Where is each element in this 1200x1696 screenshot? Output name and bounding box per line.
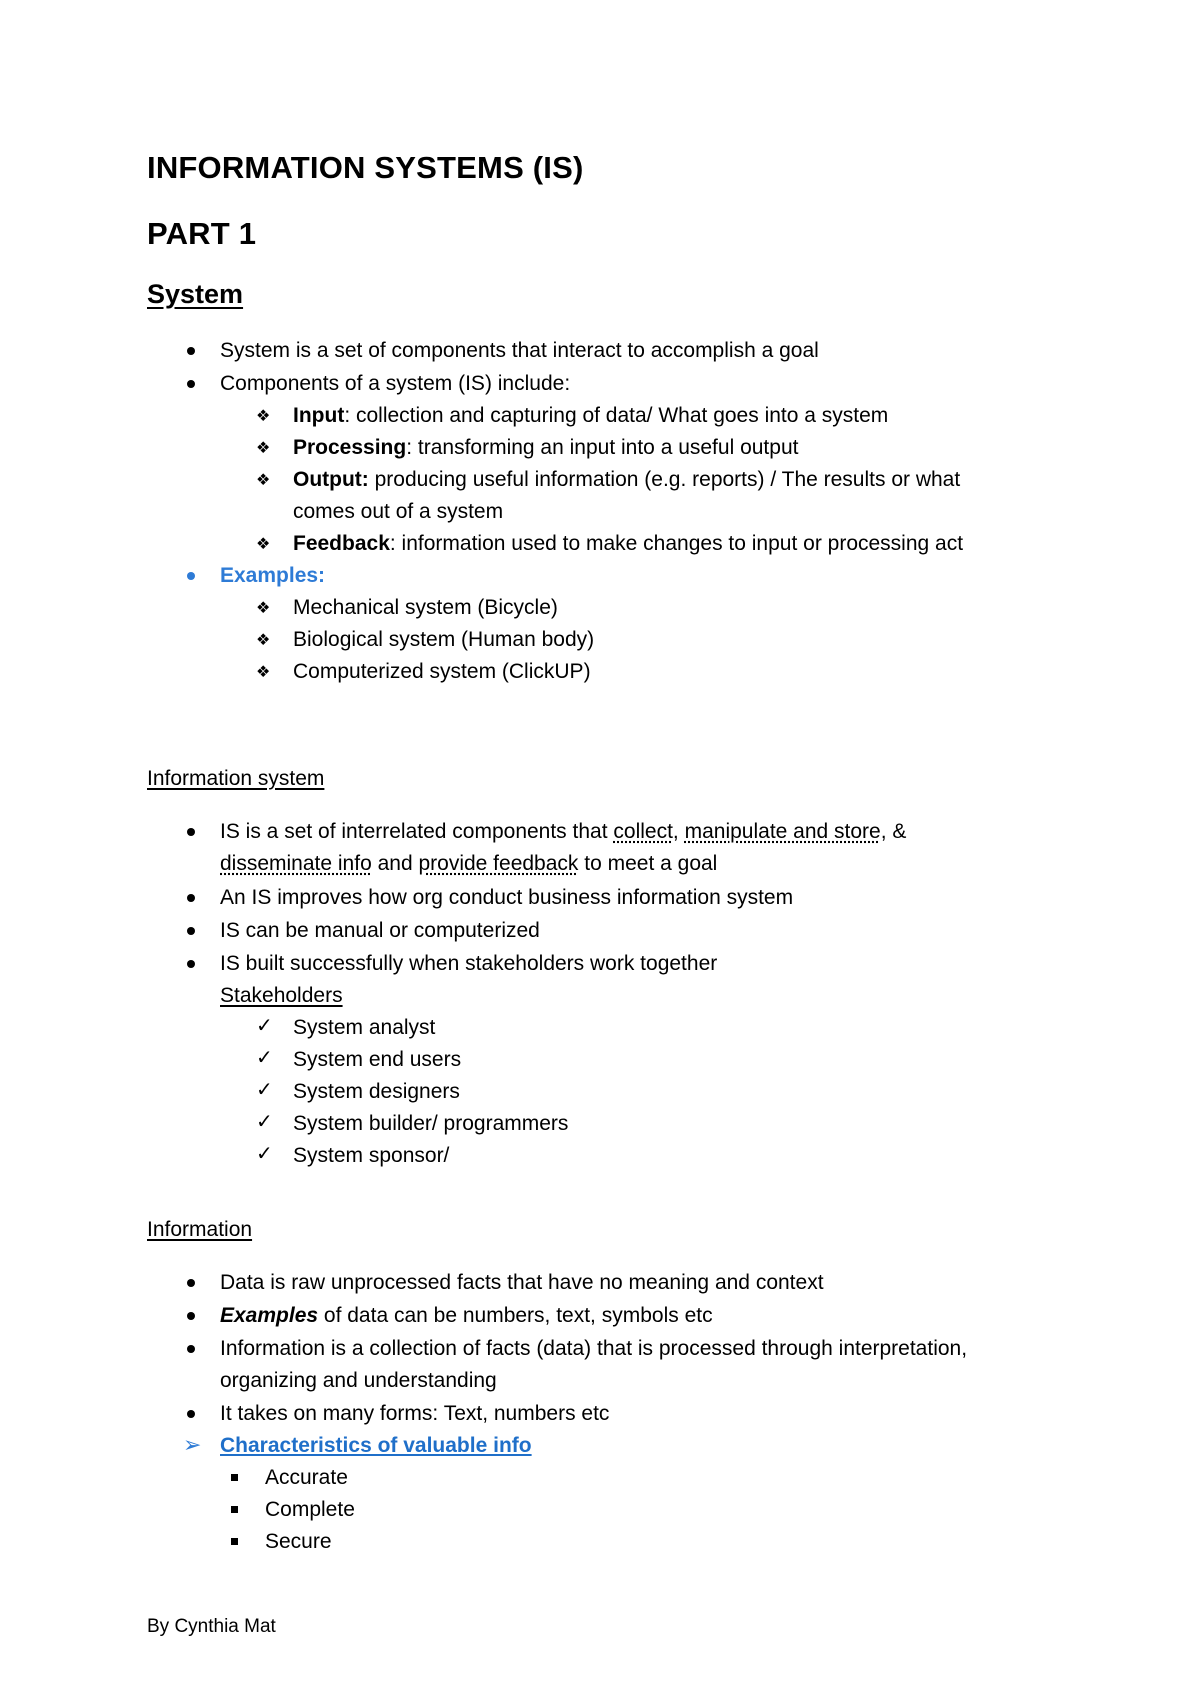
characteristic-item: Accurate <box>265 1466 348 1489</box>
check-icon: ✓ <box>256 1047 273 1069</box>
is-bullet-3: IS can be manual or computerized <box>220 919 540 942</box>
info-bullet-4: It takes on many forms: Text, numbers etc <box>220 1402 610 1425</box>
system-bullet-2: Components of a system (IS) include: <box>220 372 571 395</box>
example-item: Computerized system (ClickUP) <box>293 660 591 683</box>
component-output: Output: producing useful information (e.g. reports) / The results or what <box>293 468 961 491</box>
info-bullet-1: Data is raw unprocessed facts that have no meaning and context <box>220 1271 824 1294</box>
diamond-bullet-icon: ❖ <box>256 440 271 457</box>
characteristic-item: Secure <box>265 1530 332 1553</box>
diamond-bullet-icon: ❖ <box>256 536 271 553</box>
bullet-icon <box>187 960 195 968</box>
stakeholder-item: System end users <box>293 1048 462 1071</box>
check-icon: ✓ <box>256 1143 273 1165</box>
check-icon: ✓ <box>256 1015 273 1037</box>
check-icon: ✓ <box>256 1079 273 1101</box>
diamond-bullet-icon: ❖ <box>256 664 271 681</box>
is-bullet-2: An IS improves how org conduct business information system <box>220 886 794 909</box>
bullet-icon <box>187 894 195 902</box>
diamond-bullet-icon: ❖ <box>256 600 271 617</box>
square-bullet-icon <box>231 1538 238 1545</box>
characteristic-item: Complete <box>265 1498 355 1521</box>
bullet-icon <box>187 1345 195 1353</box>
is-bullet-4: IS built successfully when stakeholders work together <box>220 952 718 975</box>
square-bullet-icon <box>231 1506 238 1513</box>
bullet-icon <box>187 572 195 580</box>
check-icon: ✓ <box>256 1111 273 1133</box>
stakeholder-item: System designers <box>293 1080 460 1103</box>
bullet-icon <box>187 347 195 355</box>
is-bullet-1: IS is a set of interrelated components that collect, manipulate and store, & <box>220 820 907 843</box>
diamond-bullet-icon: ❖ <box>256 632 271 649</box>
is-bullet-1-cont: disseminate info and provide feedback to meet a goal <box>220 852 718 875</box>
bullet-icon <box>187 927 195 935</box>
stakeholder-item: System analyst <box>293 1016 436 1039</box>
info-bullet-3-cont: organizing and understanding <box>220 1369 497 1392</box>
stakeholder-item: System builder/ programmers <box>293 1112 569 1135</box>
bullet-icon <box>187 1279 195 1287</box>
component-input: Input: collection and capturing of data/ What goes into a system <box>293 404 889 427</box>
component-feedback: Feedback: information used to make changes to input or processing act <box>293 532 964 555</box>
stakeholders-label: Stakeholders <box>220 984 343 1007</box>
arrow-bullet-icon: ➢ <box>183 1432 202 1457</box>
bullet-icon <box>187 1312 195 1320</box>
part-heading: PART 1 <box>147 216 257 251</box>
info-bullet-3: Information is a collection of facts (data) that is processed through interpretation, <box>220 1337 968 1360</box>
document-title: INFORMATION SYSTEMS (IS) <box>147 150 584 185</box>
diamond-bullet-icon: ❖ <box>256 472 271 489</box>
information-system-heading: Information system <box>147 767 325 790</box>
characteristics-link[interactable]: Characteristics of valuable info <box>220 1434 532 1457</box>
example-item: Biological system (Human body) <box>293 628 595 651</box>
example-item: Mechanical system (Bicycle) <box>293 596 558 619</box>
information-heading: Information <box>147 1218 253 1241</box>
component-processing: Processing: transforming an input into a useful output <box>293 436 799 459</box>
bullet-icon <box>187 1410 195 1418</box>
component-output-cont: comes out of a system <box>293 500 504 523</box>
square-bullet-icon <box>231 1474 238 1481</box>
stakeholder-item: System sponsor/ <box>293 1144 450 1167</box>
bullet-icon <box>187 828 195 836</box>
info-bullet-2: Examples of data can be numbers, text, symbols etc <box>220 1304 713 1327</box>
system-bullet-1: System is a set of components that interact to accomplish a goal <box>220 339 819 362</box>
diamond-bullet-icon: ❖ <box>256 408 271 425</box>
system-heading: System <box>147 279 244 309</box>
footer-author: By Cynthia Mat <box>147 1616 276 1637</box>
examples-label: Examples: <box>220 564 326 587</box>
bullet-icon <box>187 380 195 388</box>
